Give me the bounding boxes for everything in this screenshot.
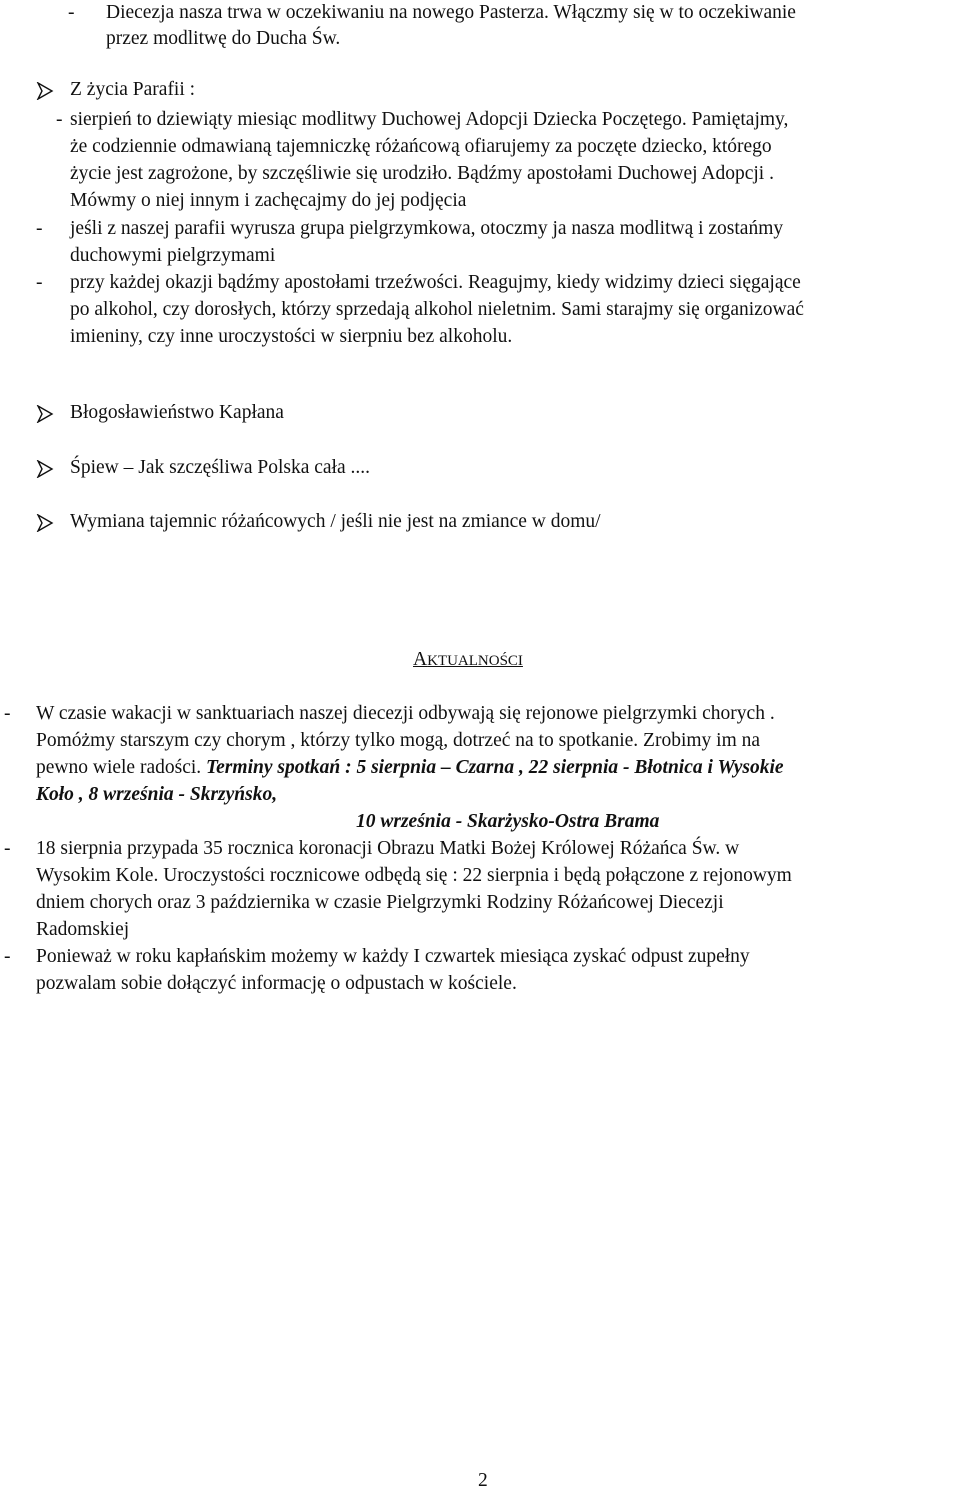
paragraph-line: sierpień to dziewiąty miesiąc modlitwy Duchowej Adopcji Dziecka Poczętego. Pamiętajmy,: [70, 109, 789, 130]
paragraph-line: Pomóżmy starszym czy chorym , którzy tylko mogą, dotrzeć na to spotkanie. Zrobimy im na: [36, 730, 761, 751]
arrow-bullet-icon: [36, 82, 54, 100]
arrow-bullet-icon: [36, 514, 54, 532]
list-dash: -: [36, 272, 43, 293]
paragraph-line: Mówmy o niej innym i zachęcajmy do jej podjęcia: [70, 190, 467, 211]
paragraph-line: imieniny, czy inne uroczystości w sierpniu bez alkoholu.: [70, 326, 513, 347]
bullet-item: Śpiew – Jak szczęśliwa Polska cała ....: [70, 457, 371, 478]
meeting-dates: Terminy spotkań : 5 sierpnia – Czarna , 22 sierpnia - Błotnica i Wysokie: [206, 757, 784, 778]
news-heading: [413, 647, 523, 674]
paragraph-line: Wysokim Kole. Uroczystości rocznicowe odbędą się : 22 sierpnia i będą połączone z rejonowym: [36, 865, 792, 886]
paragraph-line: W czasie wakacji w sanktuariach naszej diecezji odbywają się rejonowe pielgrzymki chorych .: [36, 703, 775, 724]
page-number: 2: [478, 1470, 488, 1491]
paragraph-line: [36, 755, 784, 781]
list-dash: -: [4, 703, 11, 724]
meeting-dates: 10 września - Skarżysko-Ostra Brama: [356, 811, 660, 832]
bullet-item: Błogosławieństwo Kapłana: [70, 402, 284, 423]
paragraph-line: jeśli z naszej parafii wyrusza grupa pielgrzymkowa, otoczmy ja nasza modlitwą i zostańmy: [70, 218, 784, 239]
paragraph-line: pozwalam sobie dołączyć informację o odpustach w kościele.: [36, 973, 517, 994]
list-dash: -: [68, 2, 75, 23]
paragraph-line: przy każdej okazji bądźmy apostołami trzeźwości. Reagujmy, kiedy widzimy dzieci sięgające: [70, 272, 801, 293]
list-dash: -: [56, 109, 63, 130]
bullet-item: Wymiana tajemnic różańcowych / jeśli nie jest na zmiance w domu/: [70, 511, 601, 532]
paragraph-line: przez modlitwę do Ducha Św.: [106, 28, 341, 49]
paragraph-line: Radomskiej: [36, 919, 130, 940]
paragraph-line: 18 sierpnia przypada 35 rocznica koronacji Obrazu Matki Bożej Królowej Różańca Św. w: [36, 838, 740, 859]
list-dash: -: [4, 946, 11, 967]
paragraph-line: po alkohol, czy dorosłych, którzy sprzedają alkohol nieletnim. Sami starajmy się organizować: [70, 299, 804, 320]
paragraph-line: że codziennie odmawianą tajemniczkę różańcową ofiarujemy za poczęte dziecko, którego: [70, 136, 772, 157]
list-dash: -: [36, 218, 43, 239]
arrow-bullet-icon: [36, 405, 54, 423]
section-heading-parish: Z życia Parafii :: [70, 79, 196, 100]
paragraph-line: Diecezja nasza trwa w oczekiwaniu na nowego Pasterza. Włączmy się w to oczekiwanie: [106, 2, 796, 23]
paragraph-line: Ponieważ w roku kapłańskim możemy w każdy I czwartek miesiąca zyskać odpust zupełny: [36, 946, 750, 967]
paragraph-text: pewno wiele radości.: [36, 757, 207, 778]
paragraph-line: życie jest zagrożone, by szczęśliwie się urodziło. Bądźmy apostołami Duchowej Adopcji .: [70, 163, 774, 184]
news-heading-rest: KTUALNOŚCI: [427, 653, 523, 669]
paragraph-line: duchowymi pielgrzymami: [70, 245, 276, 266]
meeting-dates: Koło , 8 września - Skrzyńsko,: [36, 784, 278, 805]
arrow-bullet-icon: [36, 460, 54, 478]
news-heading-initial: A: [413, 649, 428, 670]
paragraph-line: dniem chorych oraz 3 października w czasie Pielgrzymki Rodziny Różańcowej Diecezji: [36, 892, 724, 913]
list-dash: -: [4, 838, 11, 859]
